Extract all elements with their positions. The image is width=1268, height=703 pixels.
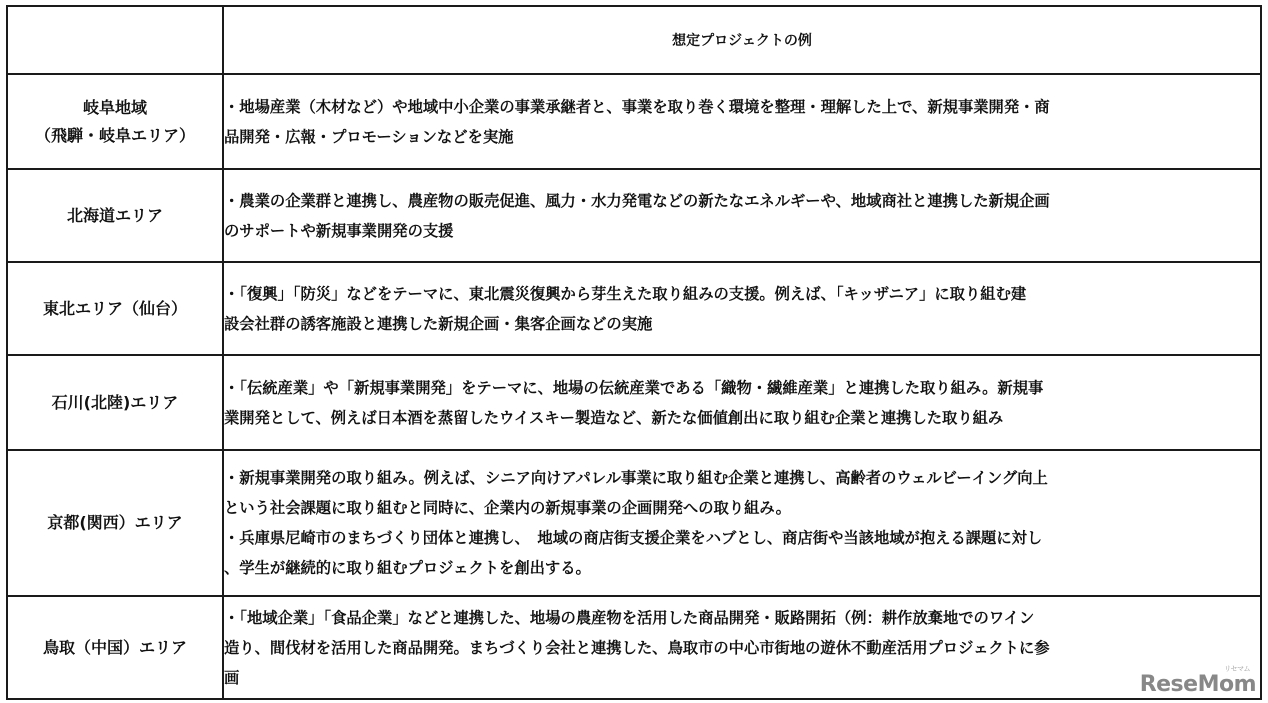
header-empty-cell (7, 6, 223, 74)
description-line: 設会社群の誘客施設と連携した新規企画・集客企画などの実施 (224, 314, 653, 333)
region-label: 石川(北陸)エリア (51, 392, 179, 412)
region-label: 鳥取（中国）エリア (42, 637, 187, 657)
header-title: 想定プロジェクトの例 (223, 6, 1261, 74)
description-line: 品開発・広報・プロモーションなどを実施 (224, 127, 514, 146)
description-line: 業開発として、例えば日本酒を蒸留したウイスキー製造など、新たな価値創出に取り組む企業と連携した取り組み (224, 408, 1004, 427)
description-line: ・地場産業（木材など）や地域中小企業の事業承継者と、事業を取り巻く環境を整理・理解した上で、新規事業開発・商 (224, 97, 1050, 116)
table-row (7, 596, 1261, 699)
description-line: という社会課題に取り組むと同時に、企業内の新規事業の企画開発への取り組み。 (224, 499, 791, 517)
description-cell (223, 355, 1261, 450)
region-label: 京都(関西）エリア (47, 513, 183, 532)
region-cell (7, 596, 223, 699)
description-line: のサポートや新規事業開発の支援 (224, 221, 454, 240)
description-cell (223, 596, 1261, 699)
region-label: 北海道エリア (66, 205, 163, 225)
description-cell (223, 169, 1261, 262)
region-label: 東北エリア（仙台） (42, 298, 187, 318)
resemom-logo (1139, 665, 1256, 697)
region-cell (7, 355, 223, 450)
description-line: ・新規事業開発の取り組み。例えば、シニア向けアパレル事業に取り組む企業と連携し、高齢者のウェルビーイング向上 (224, 469, 1048, 487)
table-row (7, 262, 1261, 355)
description-cell (223, 450, 1261, 596)
region-cell (7, 74, 223, 169)
table-row (7, 355, 1261, 450)
region-cell (7, 262, 223, 355)
description-line: ・「伝統産業」や「新規事業開発」をテーマに、地場の伝統産業である「織物・繊維産業」と連携した取り組み。新規事 (224, 378, 1044, 397)
logo-subtext: リセマム (1224, 665, 1250, 673)
table-header-row (7, 6, 1261, 74)
description-line: ・「地域企業」「食品企業」などと連携した、地場の農産物を活用した商品開発・販路開拓（例：耕作放棄地でのワイン (224, 608, 1035, 627)
region-label: （飛騨・岐阜エリア） (34, 125, 195, 145)
description-line: 、学生が継続的に取り組むプロジェクトを創出する。 (224, 559, 591, 577)
description-line: 画 (224, 668, 240, 687)
project-table (6, 5, 1262, 700)
table-row (7, 169, 1261, 262)
logo-text: ReseMom (1139, 672, 1256, 697)
description-line: 造り、間伐材を活用した商品開発。まちづくり会社と連携した、鳥取市の中心市街地の遊休不動産活用プロジェクトに参 (224, 638, 1050, 657)
description-cell (223, 74, 1261, 169)
table-row (7, 450, 1261, 596)
region-label: 岐阜地域 (82, 97, 147, 117)
region-cell (7, 450, 223, 596)
description-line: ・農業の企業群と連携し、農産物の販売促進、風力・水力発電などの新たなエネルギーや、地域商社と連携した新規企画 (224, 191, 1050, 210)
table-row (7, 74, 1261, 169)
description-cell (223, 262, 1261, 355)
description-line: ・兵庫県尼崎市のまちづくり団体と連携し、 地域の商店街支援企業をハブとし、商店街や当該地域が抱える課題に対し (224, 529, 1043, 547)
description-line: ・「復興」「防災」などをテーマに、東北震災復興から芽生えた取り組みの支援。例えば、「キッザニア」に取り組む建 (224, 284, 1027, 303)
region-cell (7, 169, 223, 262)
